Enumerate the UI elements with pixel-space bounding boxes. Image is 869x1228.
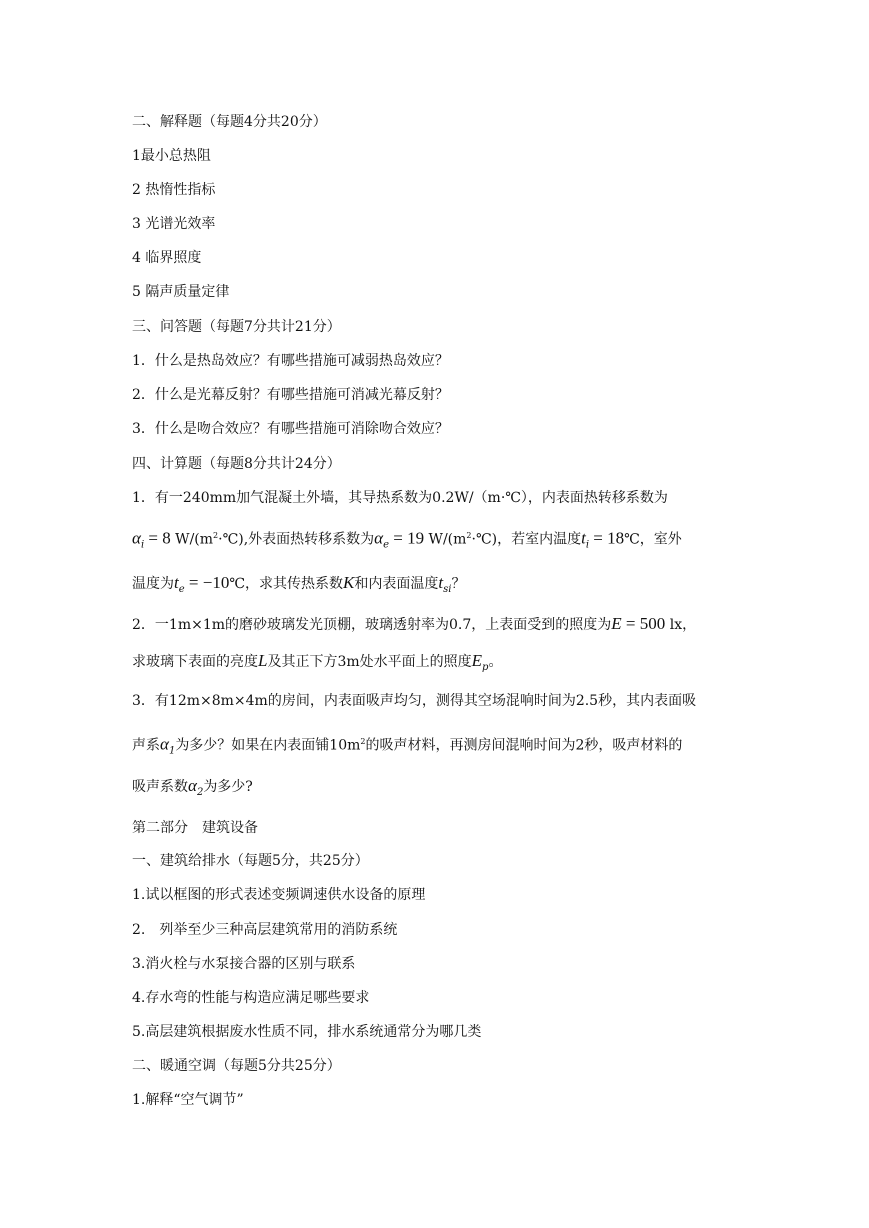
alpha-2-subscript: 2 (196, 786, 204, 798)
alpha-i-unit-sup: 2 (213, 531, 219, 540)
calc-q3-line-3 (132, 777, 253, 802)
calc-q1-line-2 (132, 527, 682, 554)
section-title-hvac: 二、暖通空调（每题5分共25分） (132, 1058, 341, 1074)
explanation-item-1: 1最小总热阻 (132, 148, 211, 164)
alpha-i-subscript: i (140, 539, 145, 551)
plumbing-item-1: 1.试以框图的形式表述变频调速供水设备的原理 (132, 887, 426, 903)
alpha-i-unit: W/(m (170, 531, 214, 548)
calc-q1-line-1: 1．有一240mm加气混凝土外墙，其导热系数为0.2W/（m·℃），内表面热转移系数为 (132, 490, 668, 506)
e-p-subscript: p (482, 661, 489, 673)
q3-line2-text-a: 声系 (132, 737, 160, 754)
q3-line3-text-b: 为多少? (203, 779, 253, 795)
explanation-item-3: 3 光谱光效率 (132, 216, 216, 232)
qa-item-2: 2．什么是光幕反射？有哪些措施可消减光幕反射？ (132, 387, 449, 403)
plumbing-item-3: 3.消火栓与水泵接合器的区别与联系 (132, 956, 356, 972)
calc-q2-line-2 (132, 652, 502, 677)
alpha-e-value: = 19 (389, 528, 425, 548)
t-e-value: = −10 (184, 573, 230, 592)
e-value: = 500 (621, 614, 666, 633)
q2-line1-text-a: 2．一1m×1m的磨砂玻璃发光顶棚，玻璃透射率为0.7，上表面受到的照度为 (132, 617, 612, 633)
t-i-value: = 18 (589, 528, 625, 548)
alpha-e-unit-sup: 2 (466, 531, 472, 540)
e-symbol: E (611, 614, 622, 633)
alpha-e-unit: W/(m (424, 531, 467, 548)
plumbing-item-4: 4.存水弯的性能与构造应满足哪些要求 (132, 990, 370, 1006)
alpha-e-unit-tail: ·℃)，若室内温度 (471, 531, 582, 548)
qa-item-1: 1．什么是热岛效应？有哪些措施可减弱热岛效应？ (132, 353, 449, 369)
alpha-1-subscript: 1 (168, 745, 176, 757)
t-si-subscript: si (443, 583, 452, 595)
q3-line3-text-a: 吸声系数 (132, 779, 188, 795)
t-i-symbol: t (581, 528, 586, 548)
l-symbol: L (258, 651, 268, 670)
alpha-1-symbol: α (160, 734, 169, 754)
plumbing-item-2: 2. 列举至少三种高层建筑常用的消防系统 (132, 922, 398, 938)
calc-q3-line-1: 3．有12m×8m×4m的房间，内表面吸声均匀，测得其空场混响时间为2.5秒，其内表面吸 (132, 693, 697, 709)
hvac-item-1: 1.解释“空气调节” (132, 1092, 244, 1108)
calc-q1-line-3 (132, 574, 465, 599)
t-e-symbol: t (174, 573, 179, 592)
e-p-symbol: E (471, 651, 483, 670)
alpha-i-symbol: α (132, 528, 141, 548)
k-symbol: K (343, 573, 355, 592)
section-title-qa: 三、问答题（每题7分共计21分） (132, 319, 341, 335)
calc-q2-line-1 (132, 615, 696, 634)
explanation-item-2: 2 热惰性指标 (132, 182, 216, 198)
q2-line1-text-b: lx， (665, 617, 697, 633)
qa-item-3: 3．什么是吻合效应？有哪些措施可消除吻合效应？ (132, 421, 449, 437)
q3-line2-text-c: 的吸声材料，再测房间混响时间为2秒，吸声材料的 (365, 737, 683, 754)
q1-line3-text-d: ？ (451, 576, 466, 592)
plumbing-item-5: 5.高层建筑根据废水性质不同，排水系统通常分为哪几类 (132, 1024, 482, 1040)
section-title-explanation: 二、解释题（每题4分共20分） (132, 114, 327, 130)
q2-line2-text-a: 求玻璃下表面的亮度 (132, 654, 258, 670)
alpha-e-symbol: α (374, 528, 384, 548)
explanation-item-4: 4 临界照度 (132, 250, 202, 266)
calc-q3-line-2 (132, 733, 682, 760)
section-title-calc: 四、计算题（每题8分共计24分） (132, 456, 341, 472)
q2-line2-text-c: 。 (488, 654, 503, 670)
t-i-tail: ℃，室外 (624, 531, 682, 548)
q1-line3-text-a: 温度为 (132, 576, 174, 592)
alpha-i-unit-tail: ·℃),外表面热转移系数为 (218, 531, 375, 548)
q1-line3-text-c: 和内表面温度 (354, 576, 439, 592)
area-unit-sup: 2 (360, 737, 366, 746)
alpha-e-subscript: e (383, 539, 390, 551)
q2-line2-text-b: 及其正下方3m处水平面上的照度 (267, 654, 472, 670)
part2-title: 第二部分 建筑设备 (132, 820, 258, 836)
explanation-item-5: 5 隔声质量定律 (132, 284, 230, 300)
t-e-subscript: e (178, 583, 185, 595)
q1-line3-text-b: ℃，求其传热系数 (229, 576, 344, 592)
t-si-symbol: t (438, 573, 444, 592)
q3-line2-text-b: 为多少？如果在内表面铺10m (175, 737, 361, 754)
section-title-plumbing: 一、建筑给排水（每题5分，共25分） (132, 853, 369, 869)
alpha-2-symbol: α (188, 776, 197, 795)
t-i-subscript: i (585, 539, 590, 551)
alpha-i-value: = 8 (144, 528, 171, 548)
